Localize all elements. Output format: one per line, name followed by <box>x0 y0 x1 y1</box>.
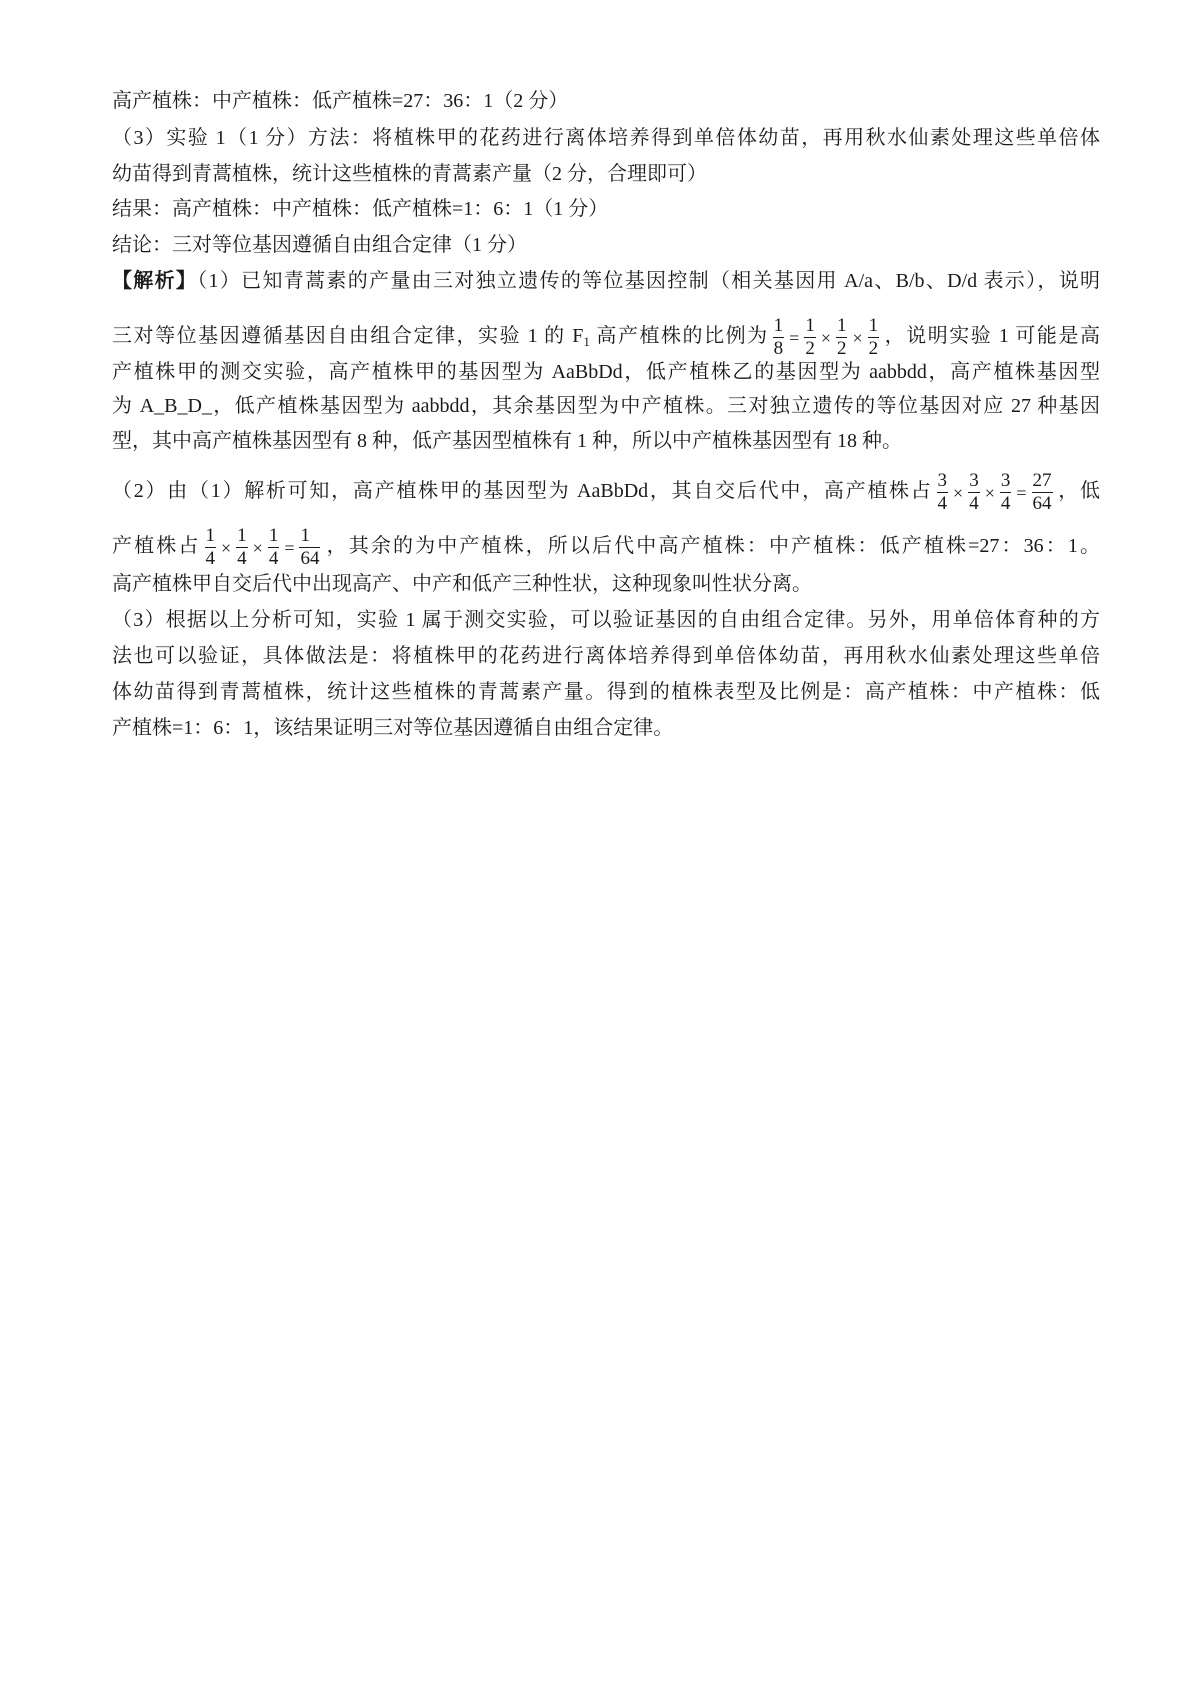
analysis-part3-line4 <box>112 714 1100 742</box>
text-segment: 高产植株：中产植株：低产植株=27：36：1（2 分） <box>112 90 569 112</box>
text-segment: （3）实验 1（1 分）方法：将植株甲的花药进行离体培养得到单倍体幼苗，再用秋水仙素处理这些单倍体 <box>112 127 1100 149</box>
fraction <box>1032 471 1053 514</box>
analysis-part3-line2 <box>112 642 1100 670</box>
analysis-part1-line1 <box>112 267 1100 295</box>
multiply-sign: × <box>984 482 995 503</box>
numerator: 1 <box>868 315 879 336</box>
numerator: 27 <box>1032 470 1052 491</box>
text-segment: 高产植株的比例为 <box>589 325 769 348</box>
numerator: 3 <box>969 470 979 491</box>
text-segment: 产植株=1：6：1，该结果证明三对等位基因遵循自由组合定律。 <box>112 717 674 739</box>
denominator: 64 <box>1032 493 1052 514</box>
denominator: 2 <box>836 338 847 359</box>
text-segment: 产植株甲的测交实验，高产植株甲的基因型为 AaBbDd，低产植株乙的基因型为 aabbdd，高产植株基因型 <box>112 361 1100 383</box>
fraction <box>937 471 949 514</box>
text-segment: 法也可以验证，具体做法是：将植株甲的花药进行离体培养得到单倍体幼苗，再用秋水仙素处理这些单倍 <box>112 645 1100 667</box>
analysis-part2-line2 <box>112 525 1101 569</box>
multiply-sign: × <box>953 482 964 503</box>
equals-sign: = <box>789 327 800 348</box>
text-segment: ，其余的为中产植株，所以后代中高产植株：中产植株：低产植株=27：36：1。 <box>324 535 1101 558</box>
multiply-sign: × <box>820 327 831 348</box>
text-segment: ，低 <box>1056 480 1100 503</box>
denominator: 4 <box>969 493 979 514</box>
text-segment: 型，其中高产植株基因型有 8 种，低产基因型植株有 1 种，所以中产植株基因型有 18 种。 <box>112 430 902 452</box>
analysis-part2-line3 <box>112 570 1100 598</box>
equals-sign: = <box>284 537 295 558</box>
analysis-part1-line4 <box>112 392 1100 420</box>
fraction <box>868 316 880 359</box>
denominator: 64 <box>300 548 320 569</box>
text-segment: 三对等位基因遵循基因自由组合定律，实验 1 的 F <box>112 325 584 348</box>
fraction <box>236 526 248 569</box>
denominator: 2 <box>868 338 879 359</box>
multiply-sign: × <box>221 537 232 558</box>
numerator: 1 <box>268 525 279 546</box>
text-segment: 结果：高产植株：中产植株：低产植株=1：6：1（1 分） <box>112 198 609 220</box>
analysis-part1-line2 <box>112 315 1101 359</box>
analysis-part3-line3 <box>112 678 1100 706</box>
text-segment: （1）已知青蒿素的产量由三对独立遗传的等位基因控制（相关基因用 A/a、B/b、D/d 表示），说明 <box>197 270 1101 292</box>
numerator: 1 <box>773 315 784 336</box>
answer-part3-method-line2 <box>112 160 1100 188</box>
numerator: 3 <box>1000 470 1011 491</box>
fraction <box>773 316 785 359</box>
fraction <box>268 526 280 569</box>
fraction <box>836 316 848 359</box>
numerator: 1 <box>805 315 815 336</box>
text-segment: 高产植株甲自交后代中出现高产、中产和低产三种性状，这种现象叫性状分离。 <box>112 573 812 595</box>
equals-sign: = <box>1016 482 1027 503</box>
answer-conclusion-line <box>112 231 1100 259</box>
multiply-sign: × <box>252 537 263 558</box>
answer-ratio-line <box>112 87 1100 115</box>
numerator: 1 <box>299 526 320 548</box>
analysis-part3-line1 <box>112 606 1100 634</box>
denominator: 4 <box>268 548 279 569</box>
fraction <box>968 471 980 514</box>
text-segment: （3）根据以上分析可知，实验 1 属于测交实验，可以验证基因的自由组合定律。另外，用单倍体育种的方 <box>112 609 1100 631</box>
analysis-part2-line1 <box>112 470 1100 514</box>
fraction-expression <box>203 526 323 569</box>
fraction <box>804 316 816 359</box>
text-segment: 结论：三对等位基因遵循自由组合定律（1 分） <box>112 234 527 256</box>
text-segment: 为 A_B_D_，低产植株基因型为 aabbdd，其余基因型为中产植株。三对独立遗传的等位基因对应 27 种基因 <box>112 395 1100 417</box>
text-segment: ，说明实验 1 可能是高 <box>883 325 1101 348</box>
text-segment: （2）由（1）解析可知，高产植株甲的基因型为 AaBbDd，其自交后代中，高产植株占 <box>112 480 933 503</box>
numerator: 1 <box>205 525 215 546</box>
multiply-sign: × <box>852 327 863 348</box>
text-segment: 产植株占 <box>112 535 201 558</box>
denominator: 4 <box>937 493 948 514</box>
answer-part3-method-line1 <box>112 124 1100 152</box>
fraction <box>1000 471 1012 514</box>
analysis-heading: 【解析】 <box>112 270 198 292</box>
analysis-part1-line5 <box>112 427 1100 455</box>
denominator: 4 <box>237 548 247 569</box>
text-segment: 体幼苗得到青蒿植株，统计这些植株的青蒿素产量。得到的植株表型及比例是：高产植株：中产植株：低 <box>112 681 1100 703</box>
fraction-expression <box>771 316 881 359</box>
numerator: 1 <box>237 525 247 546</box>
denominator: 4 <box>205 548 215 569</box>
subscript: 1 <box>583 334 590 350</box>
text-segment: 幼苗得到青蒿植株，统计这些植株的青蒿素产量（2 分，合理即可） <box>112 163 707 185</box>
denominator: 4 <box>1000 493 1011 514</box>
answer-result-line <box>112 195 1100 223</box>
fraction-expression <box>935 471 1055 514</box>
denominator: 2 <box>805 338 815 359</box>
analysis-part1-line3 <box>112 358 1100 386</box>
numerator: 1 <box>836 315 847 336</box>
fraction <box>205 526 217 569</box>
numerator: 3 <box>937 470 948 491</box>
denominator: 8 <box>773 338 784 359</box>
fraction <box>299 526 320 569</box>
